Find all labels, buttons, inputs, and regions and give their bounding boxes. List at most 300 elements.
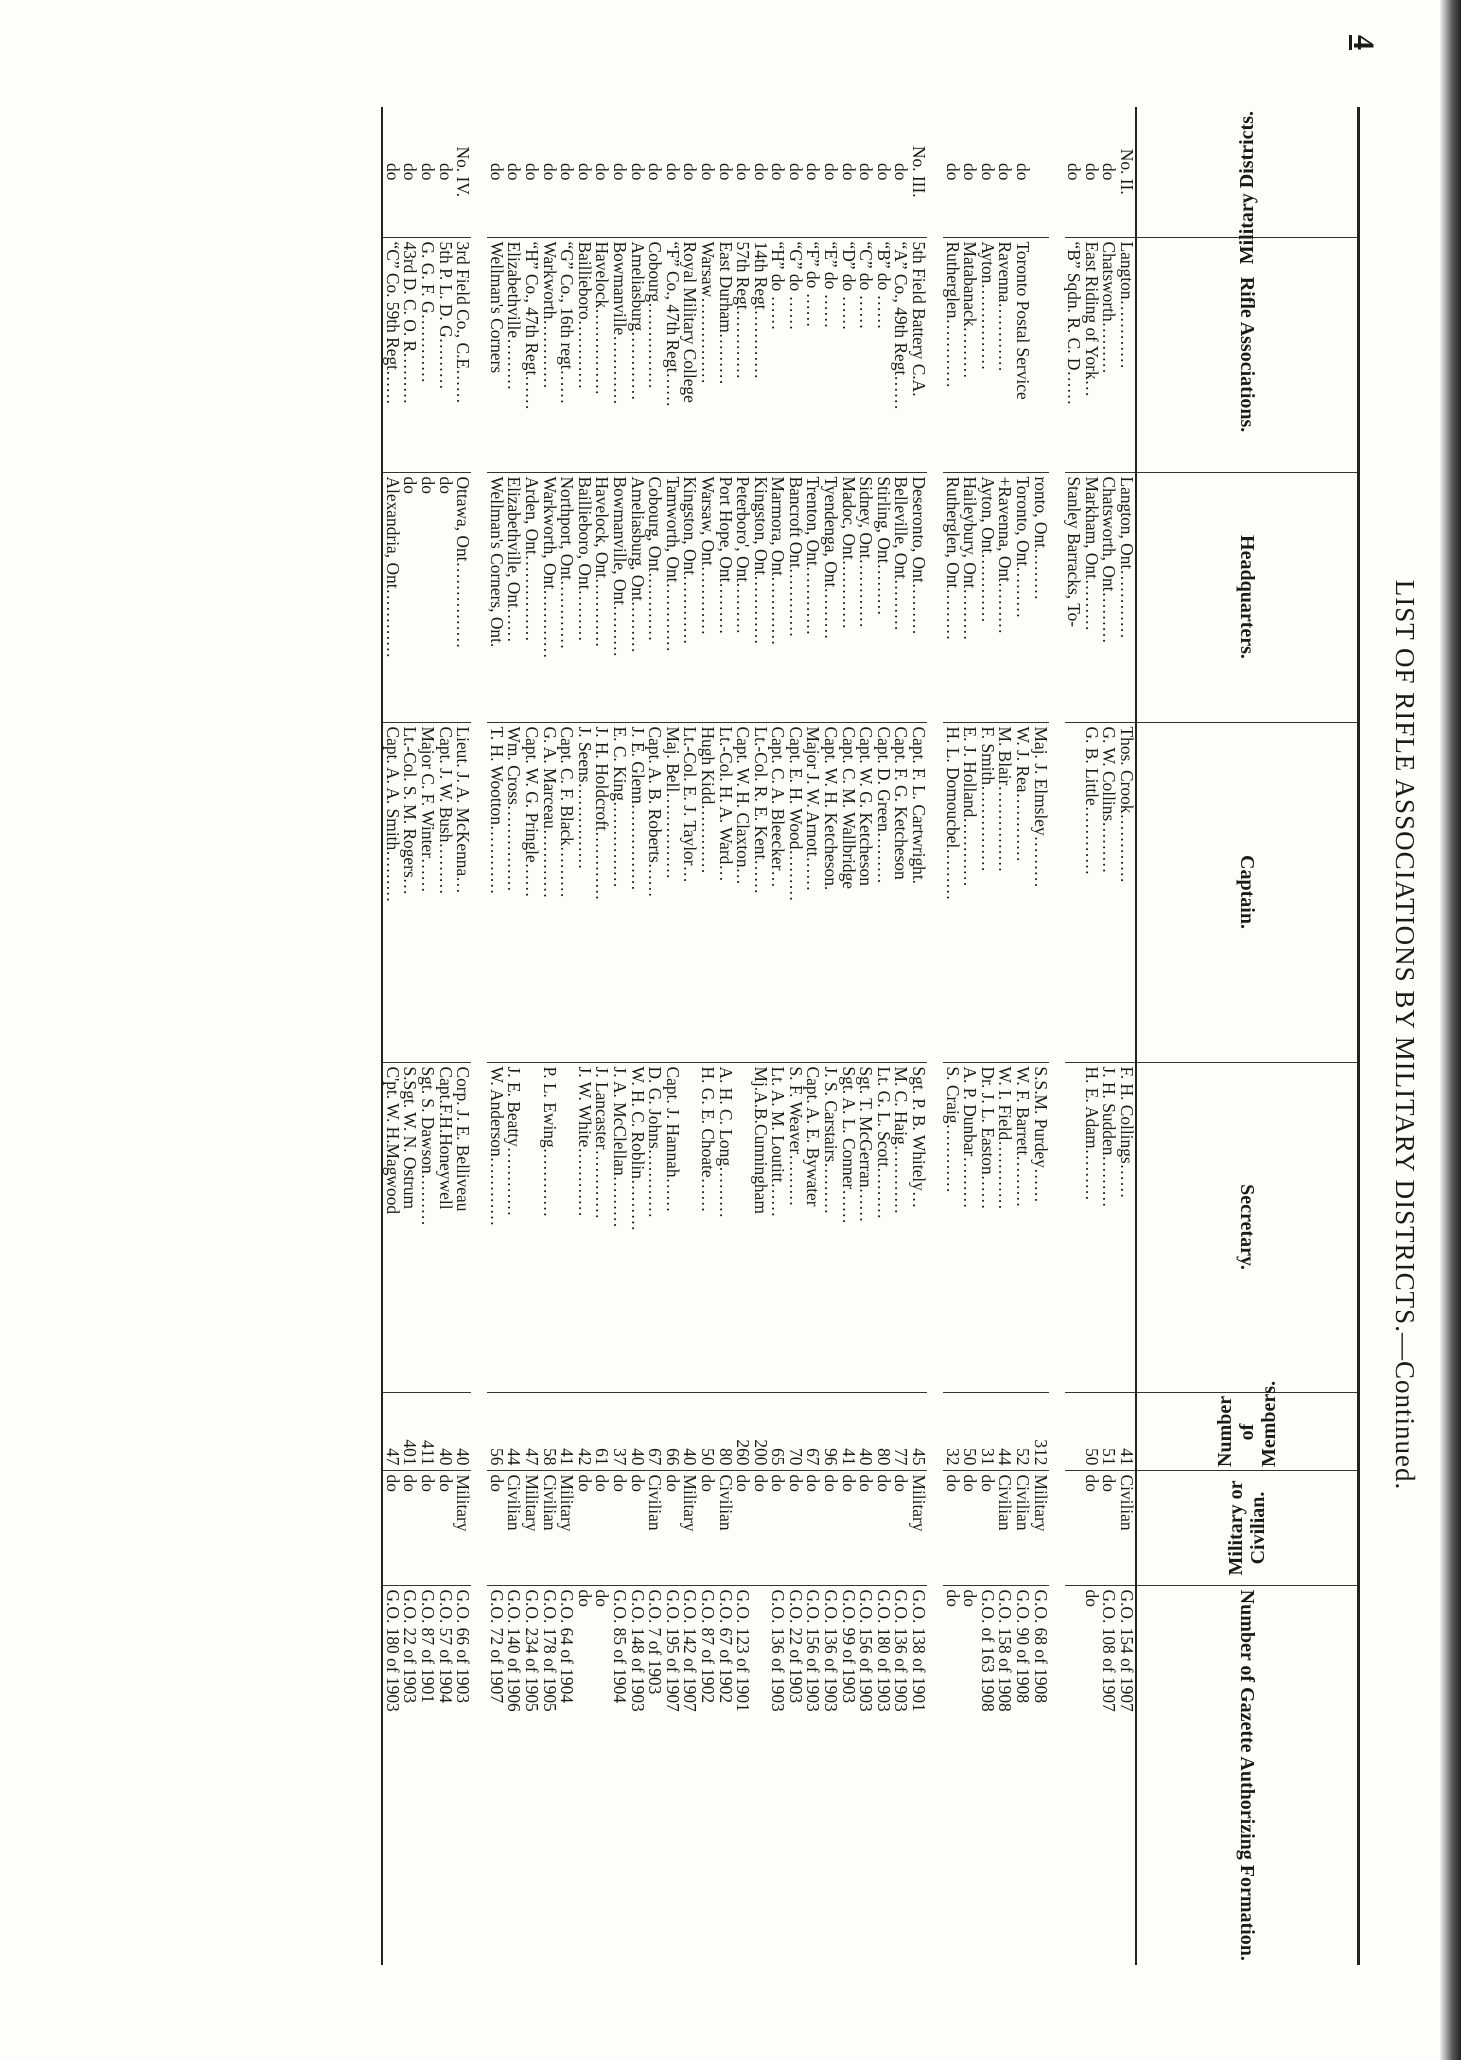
cell-headquarters: Elizabethville, Ont…… bbox=[505, 472, 523, 722]
cell-headquarters: Markham, Ont……… bbox=[1082, 472, 1100, 722]
cell-district: do bbox=[522, 163, 542, 181]
cell-secretary: J. Lancaster………… bbox=[593, 1062, 611, 1392]
cell-gazette: G.O. 7 of 1903 bbox=[646, 1585, 664, 1965]
cell-military-or-civilian: do bbox=[436, 1470, 454, 1585]
cell-district: do bbox=[662, 163, 683, 181]
cell-military-or-civilian: do bbox=[839, 1470, 857, 1585]
header-number-of-members: Number of Members. bbox=[1136, 1392, 1359, 1470]
cell-captain: Capt. F. G. Ketcheson bbox=[892, 722, 910, 1062]
cell-military-or-civilian: do bbox=[943, 1470, 961, 1585]
cell-headquarters: Madoc, Ont………… bbox=[839, 472, 857, 722]
cell-members: 45 bbox=[909, 1392, 927, 1470]
cell-captain: Capt. W. G. Ketcheson bbox=[857, 722, 875, 1062]
cell-district: do bbox=[1013, 163, 1034, 181]
cell-members bbox=[1065, 1392, 1083, 1470]
cell-captain: J. H. Holdcroft………… bbox=[593, 722, 611, 1062]
cell-members: 66 bbox=[663, 1392, 681, 1470]
cell-association: 57th Regt………… bbox=[734, 237, 752, 472]
cell-secretary: Lt. G. L. Scott……… bbox=[874, 1062, 892, 1392]
cell-military-or-civilian: do bbox=[1082, 1470, 1100, 1585]
cell-association: Chatsworth……… bbox=[1100, 237, 1118, 472]
cell-district: do bbox=[803, 163, 824, 181]
cell-members: 31 bbox=[978, 1392, 996, 1470]
cell-district: do bbox=[504, 163, 525, 181]
cell-military-or-civilian: Military bbox=[1031, 1470, 1049, 1585]
cell-district: do bbox=[733, 163, 754, 181]
cell-captain: J. E. Glenn…………… bbox=[628, 722, 646, 1062]
cell-district: do bbox=[856, 163, 877, 181]
cell-members: 52 bbox=[1013, 1392, 1031, 1470]
cell-military-or-civilian: Military bbox=[558, 1470, 576, 1585]
cell-headquarters: Northport, Ont………… bbox=[558, 472, 576, 722]
cell-headquarters: do bbox=[418, 472, 436, 722]
cell-secretary: M. C. Haig………… bbox=[892, 1062, 910, 1392]
cell-headquarters: Peterboro', Ont……… bbox=[734, 472, 752, 722]
cell-members: 50 bbox=[961, 1392, 979, 1470]
cell-secretary: S.S.M. Purdey…… bbox=[1031, 1062, 1049, 1392]
cell-association: “G” do …… bbox=[786, 237, 804, 472]
cell-military-or-civilian: do bbox=[804, 1470, 822, 1585]
cell-association: Warkworth………… bbox=[540, 237, 558, 472]
cell-captain: Major C. F. Winter…… bbox=[418, 722, 436, 1062]
cell-gazette: G.O. 156 of 1903 bbox=[804, 1585, 822, 1965]
table-row bbox=[698, 107, 716, 1965]
cell-secretary: C'pt. W. H.Magwood bbox=[382, 1062, 401, 1392]
cell-district: do bbox=[838, 163, 859, 181]
cell-members: 32 bbox=[943, 1392, 961, 1470]
cell-military-or-civilian: do bbox=[874, 1470, 892, 1585]
cell-headquarters: Ottawa, Ont…………… bbox=[454, 472, 472, 722]
table-row bbox=[487, 107, 505, 1965]
cell-members: 61 bbox=[593, 1392, 611, 1470]
cell-members: 44 bbox=[996, 1392, 1014, 1470]
cell-district: do bbox=[977, 163, 998, 181]
cell-gazette: G.O. 156 of 1903 bbox=[857, 1585, 875, 1965]
cell-headquarters: do bbox=[401, 472, 419, 722]
cell-secretary: J. W. White………… bbox=[575, 1062, 593, 1392]
cell-district: do bbox=[750, 163, 771, 181]
cell-secretary: J. A. McClellan……… bbox=[610, 1062, 628, 1392]
cell-captain: Capt. E. H. Wood……… bbox=[786, 722, 804, 1062]
header-secretary: Secretary. bbox=[1136, 1062, 1359, 1392]
table-row bbox=[734, 107, 752, 1965]
table-row bbox=[558, 107, 576, 1965]
cell-military-or-civilian: Civilian bbox=[716, 1470, 734, 1585]
table-row bbox=[786, 107, 804, 1965]
cell-secretary: Sgt. A. L. Conner…… bbox=[839, 1062, 857, 1392]
cell-gazette: do bbox=[593, 1585, 611, 1965]
cell-military-or-civilian: Military bbox=[522, 1470, 540, 1585]
cell-members: 312 bbox=[1031, 1392, 1049, 1470]
table-row bbox=[663, 107, 681, 1965]
cell-secretary: Capt. A. E. Bywater bbox=[804, 1062, 822, 1392]
header-military-districts: Military Districts. bbox=[1136, 107, 1359, 237]
cell-secretary: W. H. C. Roblin……… bbox=[628, 1062, 646, 1392]
cell-headquarters: Stanley Barracks, To- bbox=[1065, 472, 1083, 722]
cell-secretary: J. H. Sudden……… bbox=[1100, 1062, 1118, 1392]
cell-members: 37 bbox=[610, 1392, 628, 1470]
cell-association: Bowmanville………… bbox=[610, 237, 628, 472]
table-row bbox=[857, 107, 875, 1965]
cell-headquarters: Tyendenga, Ont……… bbox=[822, 472, 840, 722]
cell-district: do bbox=[1099, 163, 1120, 181]
cell-headquarters: Trenton, Ont………… bbox=[804, 472, 822, 722]
rotated-sheet bbox=[130, 35, 1430, 1975]
cell-association: “G” Co., 16th regt…… bbox=[558, 237, 576, 472]
cell-association: 3rd Field Co., C.E…… bbox=[454, 237, 472, 472]
group-spacer bbox=[1049, 107, 1065, 1965]
cell-military-or-civilian: do bbox=[857, 1470, 875, 1585]
cell-members: 41 bbox=[1117, 1392, 1136, 1470]
cell-secretary: Sgt. S. Dawson……… bbox=[418, 1062, 436, 1392]
cell-captain: Capt. W. H. Claxton… bbox=[734, 722, 752, 1062]
cell-association: Matabanack……… bbox=[961, 237, 979, 472]
cell-gazette: G.O. 138 of 1901 bbox=[909, 1585, 927, 1965]
cell-members: 40 bbox=[857, 1392, 875, 1470]
cell-secretary: D. G. Johns………… bbox=[646, 1062, 664, 1392]
cell-military-or-civilian: do bbox=[628, 1470, 646, 1585]
cell-gazette: G.O. 90 of 1908 bbox=[1013, 1585, 1031, 1965]
cell-headquarters: Port Hope, Ont……… bbox=[716, 472, 734, 722]
cell-captain: Capt. C. M. Wallbridge bbox=[839, 722, 857, 1062]
cell-headquarters: Deseronto, Ont……… bbox=[909, 472, 927, 722]
cell-members: 42 bbox=[575, 1392, 593, 1470]
cell-military-or-civilian: do bbox=[734, 1470, 752, 1585]
cell-captain: Lt.-Col. E. J. Taylor… bbox=[681, 722, 699, 1062]
table-row bbox=[593, 107, 611, 1965]
cell-gazette: G.O. 158 of 1908 bbox=[996, 1585, 1014, 1965]
cell-headquarters: Kingston, Ont………… bbox=[751, 472, 769, 722]
cell-members: 41 bbox=[558, 1392, 576, 1470]
cell-captain: W. J. Rea………… bbox=[1013, 722, 1031, 1062]
cell-headquarters: do bbox=[436, 472, 454, 722]
cell-gazette: G.O. 87 of 1902 bbox=[698, 1585, 716, 1965]
cell-gazette: G.O. 57 of 1904 bbox=[436, 1585, 454, 1965]
table-row bbox=[822, 107, 840, 1965]
cell-captain: Wm. Cross…………… bbox=[505, 722, 523, 1062]
cell-association: Ameliasburg………… bbox=[628, 237, 646, 472]
header-headquarters: Headquarters. bbox=[1136, 472, 1359, 722]
cell-captain: Capt. W. H. Ketcheson. bbox=[822, 722, 840, 1062]
cell-association: Royal Military College bbox=[681, 237, 699, 472]
table-row bbox=[1117, 107, 1136, 1965]
table-row bbox=[540, 107, 558, 1965]
cell-military-or-civilian: do bbox=[610, 1470, 628, 1585]
cell-captain: Capt. D. Green……… bbox=[874, 722, 892, 1062]
cell-gazette: G.O. 22 of 1903 bbox=[401, 1585, 419, 1965]
cell-district: do bbox=[486, 163, 507, 181]
cell-members: 50 bbox=[1082, 1392, 1100, 1470]
cell-members: 40 bbox=[454, 1392, 472, 1470]
table-row bbox=[382, 107, 401, 1965]
cell-members: 80 bbox=[874, 1392, 892, 1470]
cell-captain: Maj. J. Elmsley……… bbox=[1031, 722, 1049, 1062]
cell-gazette: G.O. 180 of 1903 bbox=[382, 1585, 401, 1965]
table-row bbox=[943, 107, 961, 1965]
cell-members: 50 bbox=[698, 1392, 716, 1470]
cell-secretary: H. E. Adam……… bbox=[1082, 1062, 1100, 1392]
cell-secretary: H. G. E. Choate…… bbox=[698, 1062, 716, 1392]
header-rifle-associations: Rifle Associations. bbox=[1136, 237, 1359, 472]
cell-headquarters: Langton, Ont………… bbox=[1117, 472, 1136, 722]
cell-secretary: Corp. J. E. Belliveau bbox=[454, 1062, 472, 1392]
cell-district: do bbox=[873, 163, 894, 181]
cell-captain: Capt. A. A. Smith……… bbox=[382, 722, 401, 1062]
cell-association: Cobourg…………… bbox=[646, 237, 664, 472]
header-gazette-number: Number of Gazette Authorizing Formation. bbox=[1136, 1585, 1359, 1965]
cell-military-or-civilian: do bbox=[418, 1470, 436, 1585]
cell-members: 200 bbox=[751, 1392, 769, 1470]
cell-members: 411 bbox=[418, 1392, 436, 1470]
cell-district: do bbox=[768, 163, 789, 181]
cell-captain: G. A. Marceau………… bbox=[540, 722, 558, 1062]
group-spacer-cell bbox=[1049, 107, 1065, 1965]
cell-captain: T. H. Wootton………… bbox=[487, 722, 505, 1062]
cell-association: 5th Field Battery C.A. bbox=[909, 237, 927, 472]
group-spacer-cell bbox=[927, 107, 943, 1965]
cell-members: 40 bbox=[436, 1392, 454, 1470]
cell-district: do bbox=[891, 163, 912, 181]
cell-captain: H. L. Domoucbel……… bbox=[943, 722, 961, 1062]
cell-gazette: G.O. 154 of 1907 bbox=[1117, 1585, 1136, 1965]
cell-district: do bbox=[539, 163, 560, 181]
cell-association: 14th Regt………… bbox=[751, 237, 769, 472]
cell-gazette: G.O. 136 of 1903 bbox=[892, 1585, 910, 1965]
cell-members: 44 bbox=[505, 1392, 523, 1470]
cell-district: do bbox=[574, 163, 595, 181]
cell-members: 47 bbox=[382, 1392, 401, 1470]
cell-members: 96 bbox=[822, 1392, 840, 1470]
table-row bbox=[628, 107, 646, 1965]
cell-military-or-civilian: Military bbox=[909, 1470, 927, 1585]
cell-secretary: Capt. J. Hannah…… bbox=[663, 1062, 681, 1392]
cell-headquarters: Ayton, Ont………… bbox=[978, 472, 996, 722]
table-row bbox=[874, 107, 892, 1965]
cell-military-or-civilian: Civilian bbox=[996, 1470, 1014, 1585]
cell-military-or-civilian: Civilian bbox=[1117, 1470, 1136, 1585]
table-row bbox=[978, 107, 996, 1965]
page-edge-shadow bbox=[1440, 0, 1461, 2060]
rifle-associations-table bbox=[381, 107, 1360, 1965]
cell-district: do bbox=[382, 163, 403, 181]
table-body bbox=[382, 107, 1136, 1965]
cell-district: do bbox=[645, 163, 666, 181]
cell-gazette: G.O. of 163 1908 bbox=[978, 1585, 996, 1965]
table-row bbox=[401, 107, 419, 1965]
cell-military-or-civilian: Military bbox=[681, 1470, 699, 1585]
cell-secretary: S.Sgt. W. N. Ostrum bbox=[401, 1062, 419, 1392]
cell-captain: Capt. W. G. Pringle…… bbox=[522, 722, 540, 1062]
cell-members: 40 bbox=[681, 1392, 699, 1470]
cell-military-or-civilian: do bbox=[961, 1470, 979, 1585]
table-row bbox=[522, 107, 540, 1965]
cell-district: No. II. bbox=[1117, 148, 1137, 195]
cell-secretary: S. Craig………… bbox=[943, 1062, 961, 1392]
cell-association: G. G. F. G………… bbox=[418, 237, 436, 472]
table-row bbox=[505, 107, 523, 1965]
cell-military-or-civilian: do bbox=[698, 1470, 716, 1585]
header-row bbox=[1136, 107, 1359, 1965]
cell-military-or-civilian: do bbox=[1100, 1470, 1118, 1585]
cell-gazette: G.O. 142 of 1907 bbox=[681, 1585, 699, 1965]
cell-captain: Capt. C. A. Bleecker… bbox=[769, 722, 787, 1062]
cell-gazette: do bbox=[943, 1585, 961, 1965]
cell-secretary bbox=[558, 1062, 576, 1392]
cell-association: “F” do …… bbox=[804, 237, 822, 472]
cell-gazette bbox=[751, 1585, 769, 1965]
cell-headquarters: +Ravenna, Ont……… bbox=[996, 472, 1014, 722]
cell-military-or-civilian: Civilian bbox=[646, 1470, 664, 1585]
cell-military-or-civilian: Civilian bbox=[505, 1470, 523, 1585]
cell-captain: F. Smith…………… bbox=[978, 722, 996, 1062]
cell-association: “C” Co. 59th Regt…… bbox=[382, 237, 401, 472]
group-spacer-cell bbox=[471, 107, 487, 1965]
cell-military-or-civilian: do bbox=[892, 1470, 910, 1585]
cell-headquarters: Sidney, Ont………… bbox=[857, 472, 875, 722]
cell-captain: M. Blair…………… bbox=[996, 722, 1014, 1062]
cell-military-or-civilian: do bbox=[593, 1470, 611, 1585]
cell-members: 65 bbox=[769, 1392, 787, 1470]
cell-military-or-civilian: Civilian bbox=[540, 1470, 558, 1585]
cell-captain: J. Seens…………… bbox=[575, 722, 593, 1062]
table-row bbox=[1031, 107, 1049, 1965]
cell-captain: Lt.-Col. H. A. Ward… bbox=[716, 722, 734, 1062]
cell-members: 70 bbox=[786, 1392, 804, 1470]
cell-district: do bbox=[418, 163, 439, 181]
cell-association: “H” Co., 47th Regt…… bbox=[522, 237, 540, 472]
cell-gazette: G.O. 136 of 1903 bbox=[769, 1585, 787, 1965]
cell-headquarters: Rutherglen, Ont……… bbox=[943, 472, 961, 722]
cell-district: do bbox=[1064, 163, 1085, 181]
cell-gazette bbox=[1065, 1585, 1083, 1965]
cell-association: Warsaw…………… bbox=[698, 237, 716, 472]
table-row bbox=[751, 107, 769, 1965]
cell-gazette: G.O. 178 of 1905 bbox=[540, 1585, 558, 1965]
cell-headquarters: Toronto, Ont……… bbox=[1013, 472, 1031, 722]
cell-captain: Capt. A. B. Roberts…… bbox=[646, 722, 664, 1062]
cell-headquarters: Ameliasburg, Ont……… bbox=[628, 472, 646, 722]
cell-military-or-civilian: do bbox=[786, 1470, 804, 1585]
table-row bbox=[839, 107, 857, 1965]
cell-secretary: Sgt. T. McGerran…… bbox=[857, 1062, 875, 1392]
table-row bbox=[1100, 107, 1118, 1965]
cell-headquarters: Alexandria, Ont………… bbox=[382, 472, 401, 722]
group-spacer bbox=[471, 107, 487, 1965]
cell-military-or-civilian: do bbox=[487, 1470, 505, 1585]
cell-secretary: S. F. Weaver……… bbox=[786, 1062, 804, 1392]
cell-captain: G. B. Little………… bbox=[1082, 722, 1100, 1062]
header-military-or-civilian: Military or Civilian. bbox=[1136, 1470, 1359, 1585]
cell-gazette: do bbox=[575, 1585, 593, 1965]
cell-headquarters: Belleville, Ont……… bbox=[892, 472, 910, 722]
cell-gazette: G.O. 140 of 1906 bbox=[505, 1585, 523, 1965]
cell-members: 41 bbox=[839, 1392, 857, 1470]
cell-district bbox=[1031, 107, 1049, 237]
cell-gazette: G.O. 64 of 1904 bbox=[558, 1585, 576, 1965]
cell-secretary: Mj.A.B.Cunningham bbox=[751, 1062, 769, 1392]
cell-gazette: G.O. 136 of 1903 bbox=[822, 1585, 840, 1965]
cell-secretary: J. S. Carstairs……… bbox=[822, 1062, 840, 1392]
table-row bbox=[436, 107, 454, 1965]
cell-district: do bbox=[715, 163, 736, 181]
table-row bbox=[769, 107, 787, 1965]
cell-captain bbox=[1065, 722, 1083, 1062]
cell-district: do bbox=[609, 163, 630, 181]
cell-captain: Hugh Kidd………… bbox=[698, 722, 716, 1062]
cell-headquarters: Warkworth, Ont………… bbox=[540, 472, 558, 722]
cell-association: East Riding of York… bbox=[1082, 237, 1100, 472]
cell-military-or-civilian: do bbox=[382, 1470, 401, 1585]
cell-captain: E. C. King…………… bbox=[610, 722, 628, 1062]
cell-headquarters: Havelock, Ont………… bbox=[593, 472, 611, 722]
cell-captain: Capt. C. F. Black……… bbox=[558, 722, 576, 1062]
cell-association: Ravenna………… bbox=[996, 237, 1014, 472]
cell-district: do bbox=[435, 163, 456, 181]
cell-military-or-civilian: do bbox=[575, 1470, 593, 1585]
cell-captain: Maj. Bell…………… bbox=[663, 722, 681, 1062]
page-number: 4 bbox=[1347, 35, 1380, 50]
cell-association: Havelock…………… bbox=[593, 237, 611, 472]
cell-secretary: Capt.F.H.Honeywell bbox=[436, 1062, 454, 1392]
table-row bbox=[418, 107, 436, 1965]
table-row bbox=[681, 107, 699, 1965]
cell-secretary: P. L. Ewing………… bbox=[540, 1062, 558, 1392]
cell-members: 80 bbox=[716, 1392, 734, 1470]
cell-headquarters: Baillieboro, Ont……… bbox=[575, 472, 593, 722]
cell-military-or-civilian: Civilian bbox=[1013, 1470, 1031, 1585]
cell-captain: Thos. Crook………… bbox=[1117, 722, 1136, 1062]
cell-secretary: W. I. Field………… bbox=[996, 1062, 1014, 1392]
cell-gazette: G.O. 85 of 1904 bbox=[610, 1585, 628, 1965]
cell-gazette: G.O. 67 of 1902 bbox=[716, 1585, 734, 1965]
table-row bbox=[1065, 107, 1083, 1965]
page-title: LIST OF RIFLE ASSOCIATIONS BY MILITARY DISTRICTS.—Continued. bbox=[1390, 579, 1420, 1491]
cell-members: 260 bbox=[734, 1392, 752, 1470]
cell-captain: Lt.-Col. S. M. Rogers… bbox=[401, 722, 419, 1062]
table-row bbox=[1013, 107, 1031, 1965]
cell-military-or-civilian: do bbox=[769, 1470, 787, 1585]
cell-association: “A” Co., 49th Regt…… bbox=[892, 237, 910, 472]
cell-association: “H” do …… bbox=[769, 237, 787, 472]
cell-captain: E. J. Holland………… bbox=[961, 722, 979, 1062]
cell-district: do bbox=[821, 163, 842, 181]
cell-secretary: F. H. Collings…… bbox=[1117, 1062, 1136, 1392]
table-row bbox=[892, 107, 910, 1965]
table-row bbox=[996, 107, 1014, 1965]
cell-captain: Lt.-Col. R. E. Kent…… bbox=[751, 722, 769, 1062]
cell-headquarters: Kingston, Ont………… bbox=[681, 472, 699, 722]
cell-district: do bbox=[592, 163, 613, 181]
cell-headquarters: Haileybury, Ont……… bbox=[961, 472, 979, 722]
cell-secretary: J. E. Beatty………… bbox=[505, 1062, 523, 1392]
cell-military-or-civilian: do bbox=[401, 1470, 419, 1585]
cell-captain: Capt. F. L. Cartwright. bbox=[909, 722, 927, 1062]
cell-members: 56 bbox=[487, 1392, 505, 1470]
table-row bbox=[909, 107, 927, 1965]
cell-headquarters: Tamworth, Ont………… bbox=[663, 472, 681, 722]
table-row bbox=[575, 107, 593, 1965]
cell-association: Toronto Postal Service bbox=[1013, 237, 1031, 472]
cell-association: “B” do …… bbox=[874, 237, 892, 472]
cell-gazette: G.O. 234 of 1905 bbox=[522, 1585, 540, 1965]
cell-captain: G. W. Collins……… bbox=[1100, 722, 1118, 1062]
cell-headquarters: Cobourg, Ont………… bbox=[646, 472, 664, 722]
cell-gazette: G.O. 87 of 1901 bbox=[418, 1585, 436, 1965]
cell-headquarters: Chatsworth, Ont……… bbox=[1100, 472, 1118, 722]
cell-military-or-civilian: do bbox=[822, 1470, 840, 1585]
group-spacer bbox=[927, 107, 943, 1965]
cell-headquarters: Bancroft Ont………… bbox=[786, 472, 804, 722]
